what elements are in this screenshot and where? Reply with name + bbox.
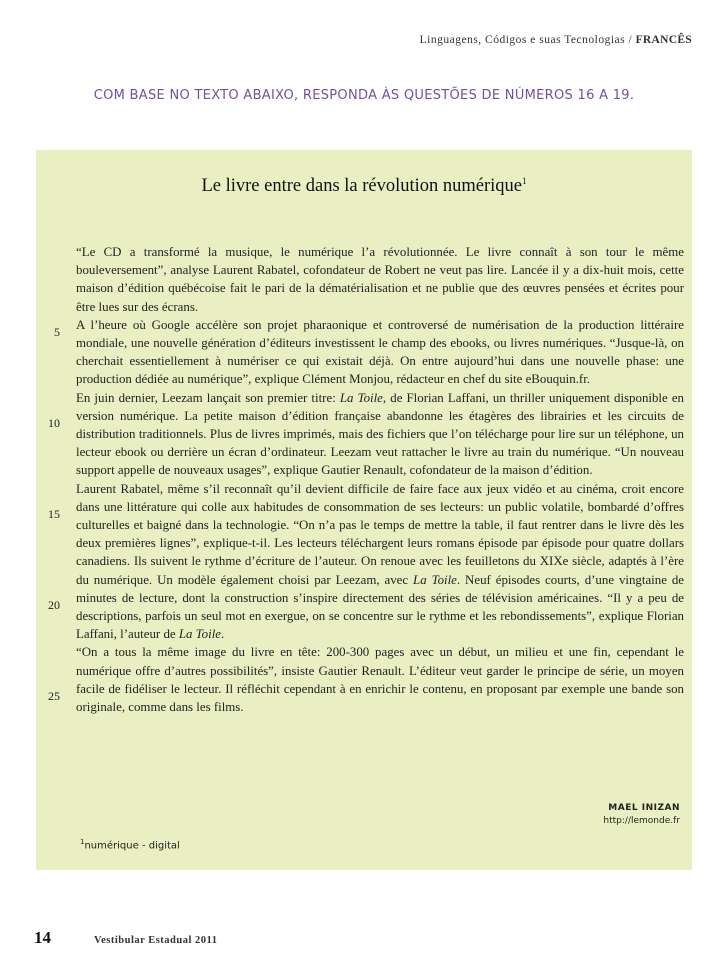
paragraph-2: A l’heure où Google accélère son projet pharaonique et controversé de numérisation de la production littéraire mondiale, une nouvelle génération d’éditeurs investissent le champ des ebooks, ou livres numériques. “Jusque-là, on cherchait essentiellement à numériser ce qui existait déjà. On entre aujourd’hui dans une nouvelle phase: une production dédiée au numérique”, explique Clément Monjou, rédacteur en chef du site eBouquin.fr. bbox=[76, 317, 684, 387]
paragraph-5: “On a tous la même image du livre en tête: 200-300 pages avec un début, un milieu et une fin, cependant le numérique offre d’autres possibilités”, insiste Gautier Renault. L’éditeur veut garder le principe de série, un moyen facile de fidéliser le lecteur. Il réfléchit cependant à en enrichir le contenu, en proposant par exemple une bande son originale, comme dans les films. bbox=[76, 645, 684, 715]
source-author: MAEL INIZAN bbox=[608, 803, 680, 813]
title-footnote-marker: 1 bbox=[522, 176, 527, 186]
question-instruction: COM BASE NO TEXTO ABAIXO, RESPONDA ÀS QUESTÕES DE NÚMEROS 16 A 19. bbox=[93, 88, 635, 103]
line-number-10: 10 bbox=[48, 416, 60, 430]
article-title bbox=[0, 176, 728, 197]
line-number-5: 5 bbox=[54, 325, 60, 339]
header-separator: / bbox=[625, 34, 636, 46]
header-subject: Linguagens, Códigos e suas Tecnologias bbox=[419, 34, 626, 46]
paragraph-1: “Le CD a transformé la musique, le numérique l’a révolutionnée. Le livre connaît à son tour le même bouleversement”, analyse Laurent Rabatel, cofondateur de Robert ne veut pas lire. Lancée il y a dix-huit mois, cette maison d’édition québécoise fait le pari de la dématérialisation et ne publie que des œuvres pensées et écrites pour être lues sur des écrans. bbox=[76, 245, 684, 314]
article-body bbox=[76, 243, 684, 716]
footnote-text: numérique - digital bbox=[84, 840, 180, 852]
page-number: 14 bbox=[34, 928, 51, 947]
source-url: http://lemonde.fr bbox=[603, 816, 680, 826]
source-attribution bbox=[603, 802, 680, 828]
paragraph-3: En juin dernier, Leezam lançait son premier titre: La Toile, de Florian Laffani, un thriller uniquement disponible en version numérique. La petite maison d’édition française abandonne les étagères des librairies et les circuits de distribution traditionnels. Plus de livres imprimés, mais des fichiers que l’on télécharge pour lire sur un téléphone, un lecteur ebook ou derrière un écran d’ordinateur. Leezam veut rattacher le livre au train du numérique. “Un nouveau support appelle de nouveaux usages”, explique Gautier Renault, cofondateur de la maison d’édition. bbox=[76, 390, 684, 478]
header-language: FRANCÊS bbox=[635, 34, 692, 46]
running-header bbox=[420, 34, 692, 46]
article-title-text: Le livre entre dans la révolution numérique bbox=[201, 176, 523, 196]
paragraph-4: Laurent Rabatel, même s’il reconnaît qu’il devient difficile de faire face aux jeux vidéo et au cinéma, croit encore dans une littérature qui colle aux habitudes de consommation de ses lecteurs: un public volatile, bombardé d’offres culturelles et baigné dans la technologie. “On n’a pas le temps de mettre la table, il faut rentrer dans le livre dès les deux premières lignes”, explique-t-il. Les lecteurs téléchargent leurs romans épisode par épisode pour quatre dollars canadiens. Ils suivent le rythme d’écriture de l’auteur. On renoue avec les feuilletons du XIXe siècle, adaptés à l’ère du numérique. Un modèle également choisi par Leezam, avec La Toile. Neuf épisodes courts, d’une vingtaine de minutes de lecture, dont la construction s’inspire directement des séries de télévision américaines. “Il y a peu de descriptions, parfois un seul mot en exergue, on se concentre sur le rythme et les rebondissements”, explique Florian Laffani, l’auteur de La Toile. bbox=[76, 481, 685, 642]
footer-exam-title: Vestibular Estadual 2011 bbox=[94, 935, 218, 946]
line-number-20: 20 bbox=[48, 598, 60, 612]
line-number-25: 25 bbox=[48, 689, 60, 703]
footnote-marker: 1 bbox=[80, 838, 85, 846]
line-number-15: 15 bbox=[48, 507, 60, 521]
footnote bbox=[80, 838, 180, 851]
